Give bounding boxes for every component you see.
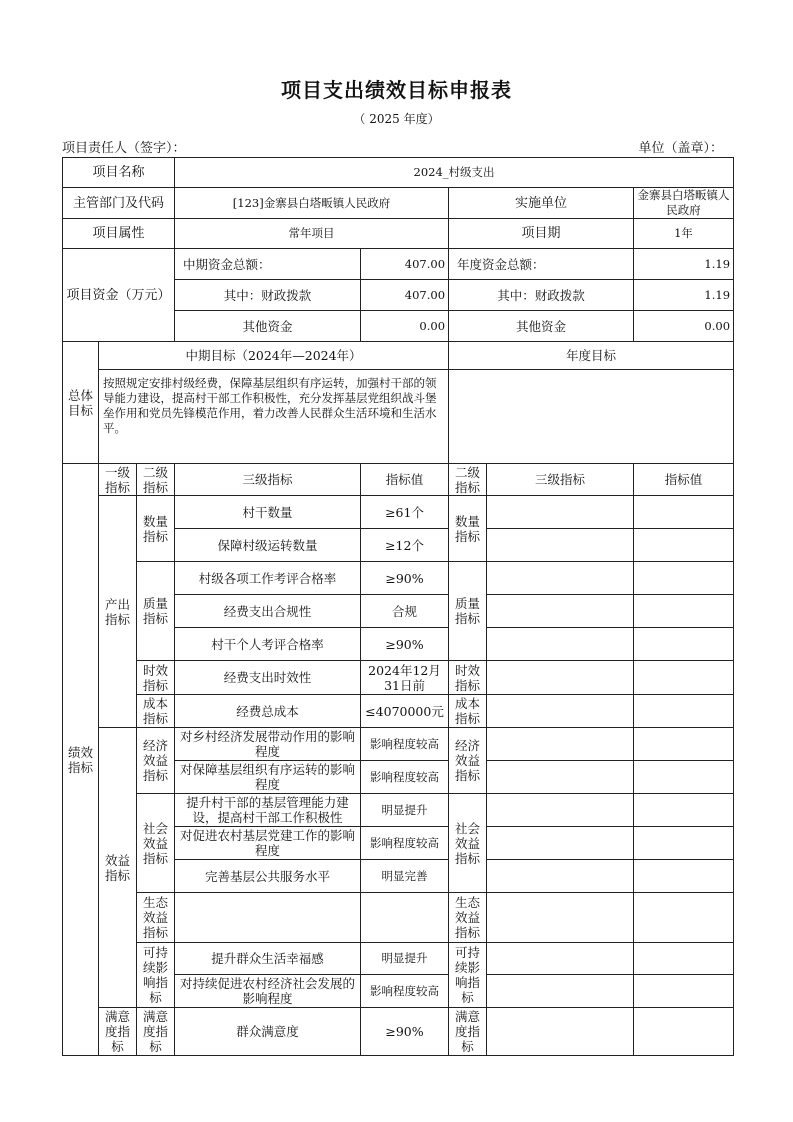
year-indicator-value [634, 893, 734, 943]
indicator-name: 村干个人考评合格率 [175, 628, 361, 661]
year-indicator-value [634, 695, 734, 728]
year-other-label: 其他资金 [449, 311, 634, 342]
indicator-name: 村干数量 [175, 496, 361, 529]
year-indicator-name [487, 860, 634, 893]
mid-total-value: 407.00 [361, 249, 449, 280]
year-indicator-name [487, 661, 634, 695]
year-fiscal-label: 其中：财政拨款 [449, 280, 634, 311]
indicator-name: 对乡村经济发展带动作用的影响程度 [175, 728, 361, 761]
indicator-value: 2024年12月31日前 [361, 661, 449, 695]
quality-label-year: 质量指标 [449, 562, 487, 661]
year-indicator-value [634, 562, 734, 595]
year-other-value: 0.00 [634, 311, 734, 342]
year-indicator-name [487, 827, 634, 860]
cost-label-year: 成本指标 [449, 695, 487, 728]
year-indicator-name [487, 695, 634, 728]
dept-label: 主管部门及代码 [63, 188, 175, 219]
year-indicator-value [634, 1008, 734, 1056]
fiscal-year: （ 2025 年度） [353, 112, 440, 126]
year-indicator-name [487, 628, 634, 661]
output-indicator-label: 产出指标 [99, 496, 137, 728]
indicator-value: ≥61个 [361, 496, 449, 529]
year-indicator-name [487, 595, 634, 628]
economic-label: 经济效益指标 [137, 728, 175, 794]
year-indicator-name [487, 496, 634, 529]
indicator-name: 提升群众生活幸福感 [175, 943, 361, 975]
indicator-name: 提升村干部的基层管理能力建设，提高村干部工作积极性 [175, 794, 361, 827]
level3-header: 三级指标 [175, 464, 361, 496]
satisfaction-level2-label: 满意度指标 [137, 1008, 175, 1056]
year-indicator-name [487, 1008, 634, 1056]
level3-year-header: 三级指标 [487, 464, 634, 496]
responsible-person-label: 项目责任人（签字）： [62, 141, 186, 156]
year-indicator-name [487, 529, 634, 562]
value-header: 指标值 [361, 464, 449, 496]
social-label-year: 社会效益指标 [449, 794, 487, 893]
indicator-label: 绩效指标 [63, 464, 99, 1056]
indicator-name: 保障村级运转数量 [175, 529, 361, 562]
indicator-value: 影响程度较高 [361, 827, 449, 860]
year-indicator-value [634, 529, 734, 562]
mid-other-value: 0.00 [361, 311, 449, 342]
unit-seal-label: 单位（盖章）： [638, 141, 723, 156]
indicator-value: 影响程度较高 [361, 975, 449, 1008]
sustainable-label-year: 可持续影响指标 [449, 943, 487, 1008]
year-indicator-value [634, 794, 734, 827]
sustainable-label: 可持续影响指标 [137, 943, 175, 1008]
quality-label: 质量指标 [137, 562, 175, 661]
mid-fiscal-value: 407.00 [361, 280, 449, 311]
level1-header: 一级指标 [99, 464, 137, 496]
year-goal-text [449, 370, 734, 464]
indicator-name: 完善基层公共服务水平 [175, 860, 361, 893]
performance-target-table [62, 157, 734, 1056]
indicator-value: 明显提升 [361, 943, 449, 975]
year-goal-header: 年度目标 [449, 342, 734, 370]
mid-goal-text: 按照规定安排村级经费，保障基层组织有序运转，加强村干部的领导能力建设，提高村干部工作积极性，充分发挥基层党组织战斗堡垒作用和党员先锋模范作用，着力改善人民群众生活环境和生活水平。 [99, 370, 449, 464]
year-indicator-value [634, 728, 734, 761]
timeliness-label: 时效指标 [137, 661, 175, 695]
indicator-value: ≤4070000元 [361, 695, 449, 728]
indicator-name: 经费支出合规性 [175, 595, 361, 628]
indicator-value: 合规 [361, 595, 449, 628]
quantity-label-year: 数量指标 [449, 496, 487, 562]
year-total-label: 年度资金总额： [449, 249, 634, 280]
year-indicator-name [487, 975, 634, 1008]
economic-label-year: 经济效益指标 [449, 728, 487, 794]
timeliness-label-year: 时效指标 [449, 661, 487, 695]
year-indicator-name [487, 562, 634, 595]
mid-fiscal-label: 其中：财政拨款 [175, 280, 361, 311]
funds-label: 项目资金（万元） [63, 249, 175, 342]
mid-other-label: 其他资金 [175, 311, 361, 342]
year-indicator-value [634, 595, 734, 628]
social-label: 社会效益指标 [137, 794, 175, 893]
ecological-label: 生态效益指标 [137, 893, 175, 943]
indicator-name: 经费支出时效性 [175, 661, 361, 695]
indicator-value: 影响程度较高 [361, 761, 449, 794]
year-indicator-name [487, 893, 634, 943]
year-indicator-value [634, 827, 734, 860]
year-indicator-value [634, 628, 734, 661]
mid-goal-header: 中期目标（2024年—2024年） [99, 342, 449, 370]
indicator-name: 村级各项工作考评合格率 [175, 562, 361, 595]
indicator-name: 对持续促进农村经济社会发展的影响程度 [175, 975, 361, 1008]
cost-label: 成本指标 [137, 695, 175, 728]
satisfaction-label-year: 满意度指标 [449, 1008, 487, 1056]
indicator-value: ≥90% [361, 1008, 449, 1056]
satisfaction-indicator-label: 满意度指标 [99, 1008, 137, 1056]
indicator-value: ≥90% [361, 562, 449, 595]
level2-header: 二级指标 [137, 464, 175, 496]
mid-total-label: 中期资金总额： [175, 249, 361, 280]
indicator-value [361, 893, 449, 943]
quantity-label: 数量指标 [137, 496, 175, 562]
project-period-value: 1年 [634, 219, 734, 249]
indicator-name: 对保障基层组织有序运转的影响程度 [175, 761, 361, 794]
year-indicator-value [634, 761, 734, 794]
year-indicator-value [634, 661, 734, 695]
project-name-label: 项目名称 [63, 158, 175, 188]
indicator-name: 群众满意度 [175, 1008, 361, 1056]
dept-value: [123]金寨县白塔畈镇人民政府 [175, 188, 449, 219]
year-indicator-name [487, 943, 634, 975]
ecological-label-year: 生态效益指标 [449, 893, 487, 943]
benefit-indicator-label: 效益指标 [99, 728, 137, 1008]
indicator-name: 经费总成本 [175, 695, 361, 728]
impl-unit-label: 实施单位 [449, 188, 634, 219]
indicator-value: 影响程度较高 [361, 728, 449, 761]
indicator-name [175, 893, 361, 943]
indicator-name: 对促进农村基层党建工作的影响程度 [175, 827, 361, 860]
year-indicator-name [487, 761, 634, 794]
page-title: 项目支出绩效目标申报表 [281, 78, 512, 102]
year-indicator-value [634, 496, 734, 529]
year-indicator-value [634, 860, 734, 893]
indicator-value: 明显提升 [361, 794, 449, 827]
year-indicator-name [487, 794, 634, 827]
year-indicator-name [487, 728, 634, 761]
project-attr-label: 项目属性 [63, 219, 175, 249]
year-indicator-value [634, 975, 734, 1008]
project-name-value: 2024_村级支出 [175, 158, 734, 188]
level2-year-header: 二级指标 [449, 464, 487, 496]
year-fiscal-value: 1.19 [634, 280, 734, 311]
indicator-value: 明显完善 [361, 860, 449, 893]
year-indicator-value [634, 943, 734, 975]
overall-goal-label: 总体目标 [63, 342, 99, 464]
indicator-value: ≥12个 [361, 529, 449, 562]
indicator-value: ≥90% [361, 628, 449, 661]
impl-unit-value: 金寨县白塔畈镇人民政府 [634, 188, 734, 219]
project-period-label: 项目期 [449, 219, 634, 249]
project-attr-value: 常年项目 [175, 219, 449, 249]
value-year-header: 指标值 [634, 464, 734, 496]
year-total-value: 1.19 [634, 249, 734, 280]
